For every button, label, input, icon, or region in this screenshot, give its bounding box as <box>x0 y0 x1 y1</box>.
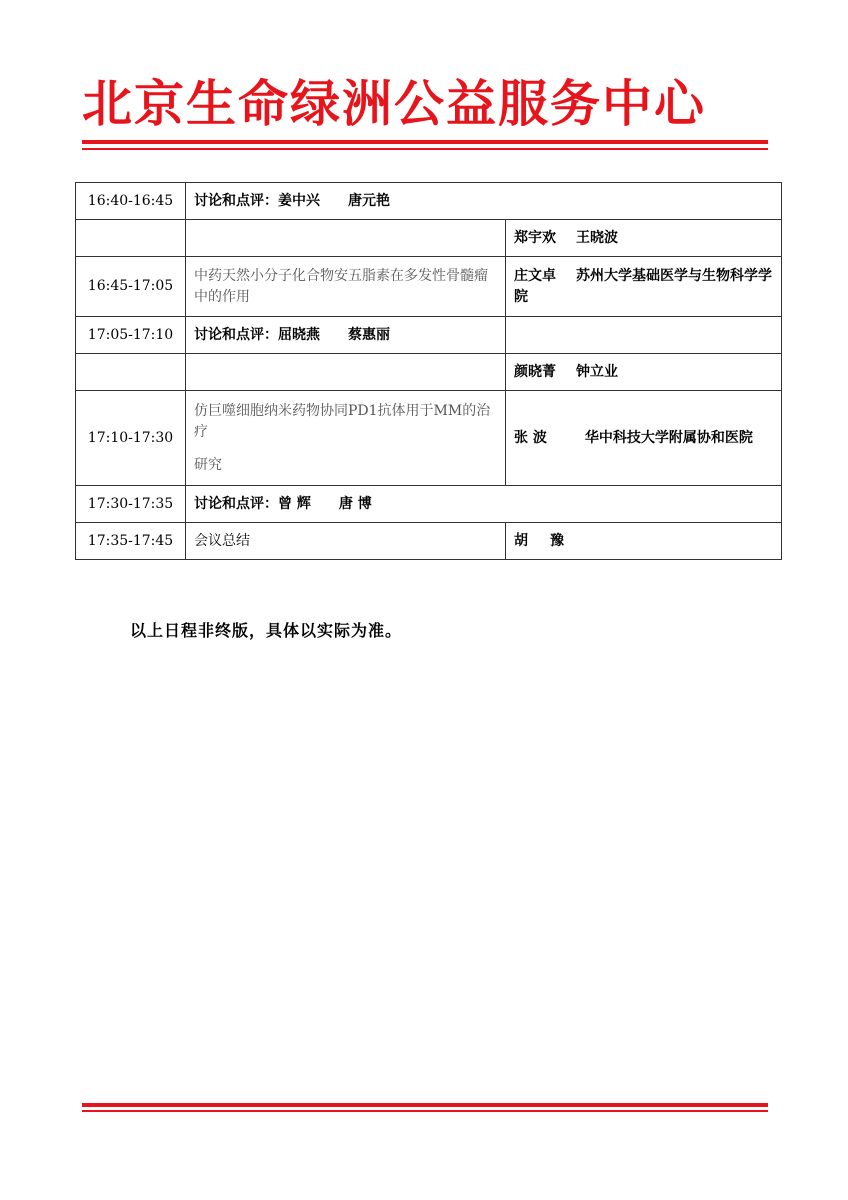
table-row <box>76 220 782 257</box>
table-row <box>76 523 782 560</box>
topic-cell <box>186 391 506 486</box>
discussion-cell <box>186 486 782 523</box>
discussion-text-2: 唐 博 <box>338 495 372 512</box>
topic-text-2: 研究 <box>194 456 222 473</box>
discussion-text: 讨论和点评：屈晓燕 <box>194 326 320 343</box>
empty-cell <box>76 354 186 391</box>
topic-text: 仿巨噬细胞纳米药物协同PD1抗体用于MM的治疗 <box>194 402 491 440</box>
time-cell: 17:05-17:10 <box>76 317 186 354</box>
empty-cell <box>506 317 782 354</box>
table-row <box>76 391 782 486</box>
table-row <box>76 183 782 220</box>
topic-cell: 会议总结 <box>186 523 506 560</box>
header-rule-thick <box>82 140 768 144</box>
speaker-cell <box>506 354 782 391</box>
speaker-cell <box>506 257 782 317</box>
time-cell: 17:35-17:45 <box>76 523 186 560</box>
speaker-cell <box>506 220 782 257</box>
discussion-text: 讨论和点评：曾 辉 <box>194 495 311 512</box>
speaker-name: 颜晓菁 <box>514 363 556 380</box>
speaker-name-2: 豫 <box>550 532 564 549</box>
discussion-text: 讨论和点评：姜中兴 <box>194 192 320 209</box>
time-cell: 16:45-17:05 <box>76 257 186 317</box>
speaker-affiliation: 苏州大学基础医学与生物科学学院 <box>514 267 772 305</box>
speaker-affiliation: 华中科技大学附属协和医院 <box>584 429 753 446</box>
speaker-cell <box>506 391 782 486</box>
speaker-name-2: 钟立业 <box>576 363 618 380</box>
discussion-cell <box>186 183 782 220</box>
time-cell: 16:40-16:45 <box>76 183 186 220</box>
discussion-text-2: 蔡惠丽 <box>348 326 390 343</box>
footer-rule-thick <box>82 1103 768 1107</box>
organization-title: 北京生命绿洲公益服务中心 <box>82 75 706 133</box>
speaker-name-2: 王晓波 <box>576 229 618 246</box>
speaker-name: 胡 <box>514 532 528 549</box>
time-cell: 17:30-17:35 <box>76 486 186 523</box>
table-row <box>76 257 782 317</box>
table-row <box>76 486 782 523</box>
speaker-name: 庄文卓 <box>514 267 556 284</box>
discussion-text-2: 唐元艳 <box>348 192 390 209</box>
schedule-note: 以上日程非终版，具体以实际为准。 <box>130 621 403 640</box>
topic-cell: 中药天然小分子化合物安五脂素在多发性骨髓瘤中的作用 <box>186 257 506 317</box>
discussion-cell <box>186 317 506 354</box>
time-cell: 17:10-17:30 <box>76 391 186 486</box>
table-row <box>76 317 782 354</box>
speaker-name: 张 波 <box>514 429 547 446</box>
empty-cell <box>186 354 506 391</box>
empty-cell <box>186 220 506 257</box>
speaker-name: 郑宇欢 <box>514 229 556 246</box>
header-rule-thin <box>82 148 768 150</box>
schedule-table <box>75 182 782 560</box>
table-row <box>76 354 782 391</box>
empty-cell <box>76 220 186 257</box>
footer-rule-thin <box>82 1110 768 1112</box>
speaker-cell <box>506 523 782 560</box>
